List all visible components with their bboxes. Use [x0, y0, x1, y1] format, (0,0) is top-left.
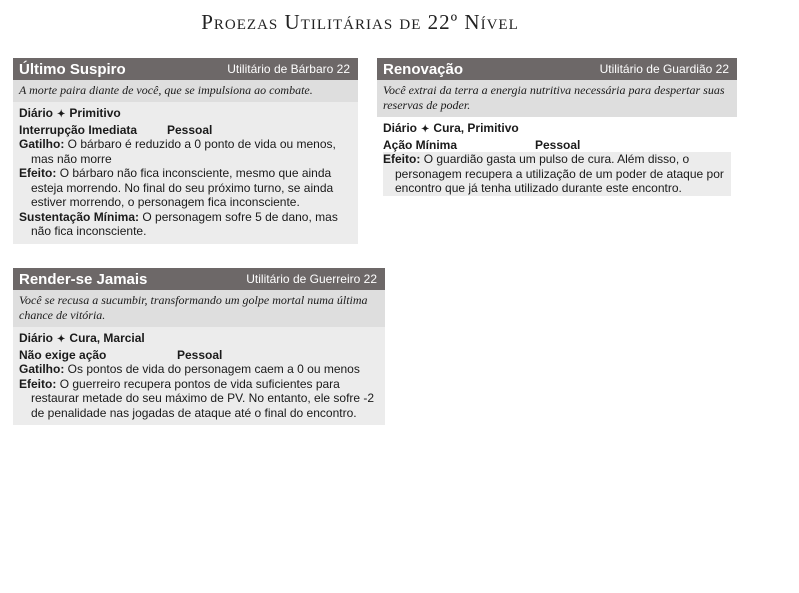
power-action: Ação Mínima	[383, 137, 458, 152]
power-card-renovacao	[377, 58, 737, 201]
diamond-separator-icon: ✦	[421, 124, 430, 135]
power-sustain	[19, 210, 352, 239]
field-label: Efeito:	[19, 376, 57, 391]
power-keywords: Cura, Primitivo	[433, 121, 519, 135]
field-label: Efeito:	[19, 166, 57, 180]
power-name: Render-se Jamais	[19, 270, 148, 288]
field-label: Efeito:	[383, 152, 421, 166]
power-usage: Diário	[19, 106, 54, 120]
diamond-separator-icon: ✦	[57, 334, 66, 345]
power-action-line	[19, 123, 352, 138]
power-usage-line	[383, 121, 731, 138]
power-flavor-text: Você extrai da terra a energia nutritiva necessária para despertar suas reservas de poder.	[377, 80, 737, 117]
power-body	[13, 102, 358, 244]
power-header	[377, 58, 737, 80]
power-type: Utilitário de Guardião 22	[599, 62, 729, 76]
power-effect	[19, 377, 379, 421]
field-text: O personagem sofre 5 de dano, mas não fica inconsciente.	[31, 209, 338, 238]
power-usage: Diário	[19, 331, 54, 345]
power-usage: Diário	[383, 121, 418, 135]
power-action: Não exige ação	[19, 347, 107, 362]
field-text: O guardião gasta um pulso de cura. Além disso, o personagem recupera a utilização de um poder de ataque por encontro que já tenha utilizado durante este encontro.	[395, 152, 724, 195]
power-type: Utilitário de Guerreiro 22	[246, 272, 377, 286]
power-action-line	[383, 138, 731, 153]
power-effect	[19, 166, 352, 210]
power-flavor-text: A morte paira diante de você, que se impulsiona ao combate.	[13, 80, 358, 102]
power-card-ultimo-suspiro	[13, 58, 358, 244]
field-label: Sustentação Mínima:	[19, 209, 140, 224]
power-keywords: Primitivo	[69, 106, 121, 120]
power-range: Pessoal	[177, 347, 223, 362]
power-effect	[383, 152, 731, 196]
power-keywords: Cura, Marcial	[69, 331, 145, 345]
field-text: Os pontos de vida do personagem caem a 0 ou menos	[67, 362, 360, 376]
power-action: Interrupção Imediata	[19, 122, 138, 137]
diamond-separator-icon: ✦	[57, 109, 66, 120]
power-range: Pessoal	[535, 137, 581, 152]
power-card-render-se-jamais	[13, 268, 385, 425]
power-usage-line	[19, 106, 352, 123]
power-name: Renovação	[383, 60, 464, 78]
field-label: Gatilho:	[19, 137, 65, 151]
page-title: Proezas Utilitárias de 22º Nível	[201, 10, 519, 34]
power-header	[13, 268, 385, 290]
power-range: Pessoal	[167, 122, 213, 137]
power-name: Último Suspiro	[19, 60, 126, 78]
power-header	[13, 58, 358, 80]
power-trigger	[19, 362, 379, 377]
power-body	[377, 117, 737, 201]
power-usage-line	[19, 331, 379, 348]
power-action-line	[19, 348, 379, 363]
power-type: Utilitário de Bárbaro 22	[227, 62, 350, 76]
field-text: O guerreiro recupera pontos de vida suficientes para restaurar metade do seu máximo de PV. No entanto, ele sofre -2 de penalidade nas jogadas de ataque até o final do encontro.	[31, 376, 375, 420]
power-body	[13, 327, 385, 425]
field-text: O bárbaro não fica inconsciente, mesmo que ainda esteja morrendo. No final do seu próximo turno, se ainda estiver morrendo, o personagem fica inconsciente.	[31, 166, 334, 209]
field-label: Gatilho:	[19, 362, 65, 376]
power-trigger	[19, 137, 352, 166]
field-text: O bárbaro é reduzido a 0 ponto de vida ou menos, mas não morre	[31, 137, 336, 166]
power-flavor-text: Você se recusa a sucumbir, transformando um golpe mortal numa última chance de vitória.	[13, 290, 385, 327]
